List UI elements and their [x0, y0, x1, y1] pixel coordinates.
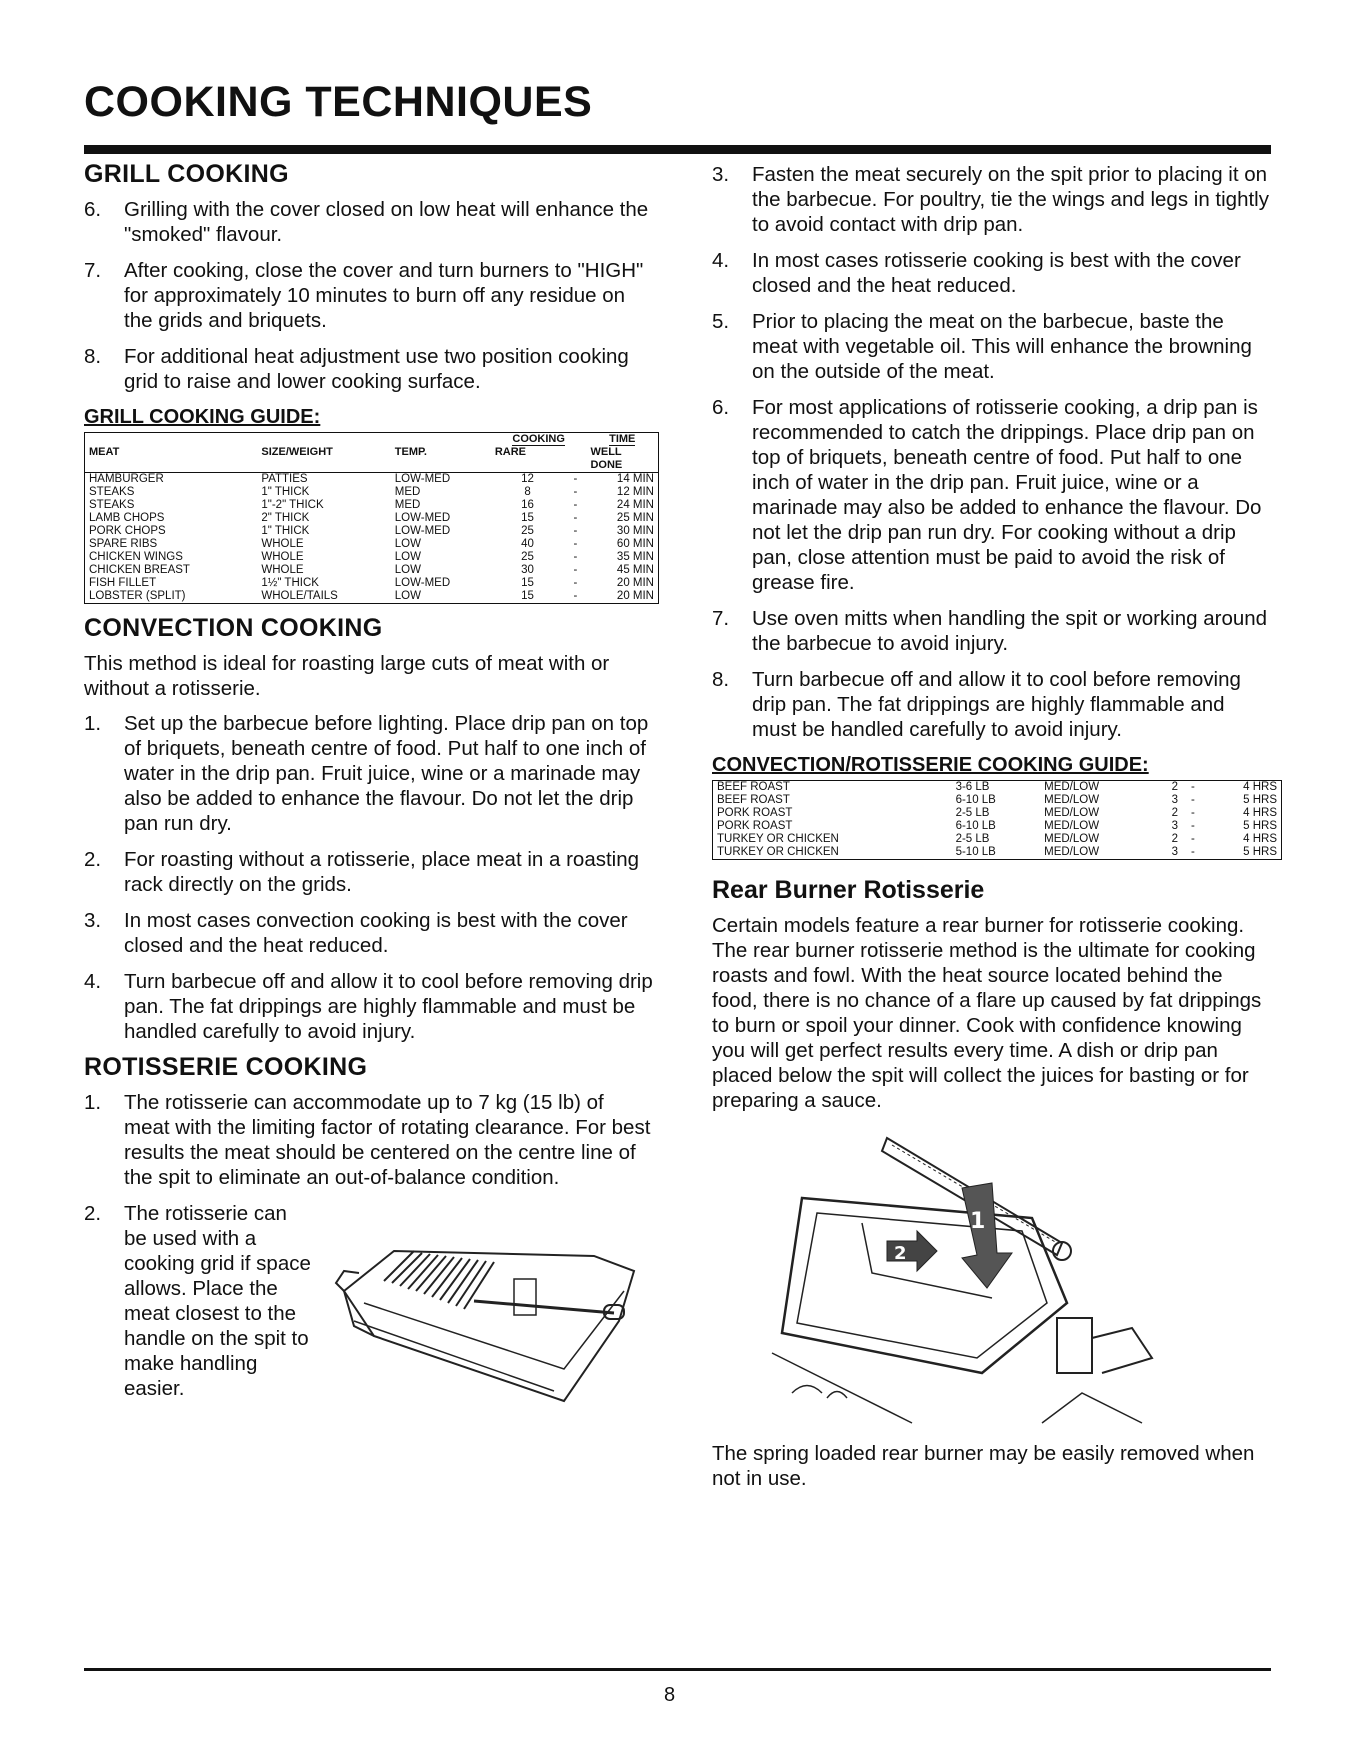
- table-cell-dash: -: [1190, 781, 1195, 793]
- list-text: For roasting without a rotisserie, place meat in a roasting rack directly on the grids.: [124, 848, 640, 896]
- table-cell-temp: MED/LOW: [1044, 794, 1100, 806]
- list-item: [712, 309, 1272, 384]
- rotisserie-grill-illustration: [314, 1201, 644, 1416]
- title-rule: [84, 145, 1271, 154]
- list-number: 3.: [84, 909, 102, 932]
- table-cell-well: 35 MIN: [616, 551, 654, 563]
- table-cell-rare: 16: [521, 499, 534, 511]
- table-cell-temp: LOW-MED: [394, 577, 451, 589]
- table-cell-min: 2: [1171, 807, 1179, 819]
- list-number: 8.: [84, 345, 102, 368]
- figure-label-1: 1: [970, 1209, 986, 1234]
- table-cell-dash: -: [573, 512, 578, 524]
- list-text: Grilling with the cover closed on low heat will enhance the "smoked" flavour.: [124, 198, 649, 246]
- table-cell-meat: CHICKEN BREAST: [89, 564, 190, 576]
- table-cell-meat: BEEF ROAST: [717, 794, 790, 806]
- table-cell-meat: STEAKS: [89, 499, 135, 511]
- table-cell-dash: -: [1190, 794, 1195, 806]
- list-item: [84, 197, 654, 247]
- right-column: [712, 162, 1277, 1501]
- list-text: Turn barbecue off and allow it to cool before removing drip pan. The fat drippings are highly flammable and must be handled carefully to avoid injury.: [752, 668, 1241, 741]
- table-cell-dash: -: [573, 525, 578, 537]
- table-cell-rare: 8: [524, 486, 531, 498]
- table-cell-meat: LOBSTER (SPLIT): [89, 590, 186, 602]
- table-row: [85, 551, 659, 564]
- table-cell-temp: LOW: [394, 590, 421, 602]
- table-row: [85, 590, 659, 604]
- list-text: Fasten the meat securely on the spit prior to placing it on the barbecue. For poultry, tie the wings and legs in tightly to avoid contact with drip pan.: [752, 163, 1269, 236]
- list-text: In most cases convection cooking is best with the cover closed and the heat reduced.: [124, 909, 628, 957]
- page-number: 8: [664, 1684, 676, 1706]
- list-item: [84, 258, 654, 333]
- list-item: [84, 847, 654, 897]
- list-item: [84, 711, 654, 836]
- table-cell-rare: 15: [521, 512, 534, 524]
- table-cell-dash: -: [1190, 846, 1195, 858]
- table-row: [713, 820, 1282, 833]
- table-cell-well: 20 MIN: [616, 577, 654, 589]
- table-cell-max: 5 HRS: [1243, 846, 1277, 858]
- convection-heading: CONVECTION COOKING: [84, 614, 383, 642]
- table-cell-temp: LOW-MED: [394, 512, 451, 524]
- list-item: 2. The rotisserie can be used with a cooking grid if space allows. Place the meat closest to the handle on the spit to make handling easier.: [84, 1202, 311, 1400]
- col-rare: RARE: [494, 446, 527, 458]
- table-cell-size: 1" THICK: [261, 486, 310, 498]
- table-cell-temp: MED/LOW: [1044, 846, 1100, 858]
- table-cell-size: 2" THICK: [261, 512, 310, 524]
- list-item: 1. The rotisserie can accommodate up to 7 kg (15 lb) of meat with the limiting factor of rotating clearance. For best results the meat should be centered on the centre line of the spit to eliminate an out-of-balance condition.: [84, 1091, 651, 1189]
- table-cell-well: 25 MIN: [616, 512, 654, 524]
- table-cell-well: 60 MIN: [616, 538, 654, 550]
- table-cell-dash: -: [573, 473, 578, 485]
- table-cell-temp: LOW: [394, 564, 421, 576]
- table-cell-meat: SPARE RIBS: [89, 538, 158, 550]
- table-cell-size: PATTIES: [261, 473, 308, 485]
- table-cell-temp: MED: [394, 499, 421, 511]
- list-item: [712, 162, 1272, 237]
- grill-guide-title: GRILL COOKING GUIDE:: [84, 406, 321, 428]
- table-cell-temp: MED/LOW: [1044, 781, 1100, 793]
- list-item: [712, 667, 1272, 742]
- table-cell-size: 1" THICK: [261, 525, 310, 537]
- list-number: 4.: [84, 970, 102, 993]
- table-cell-temp: LOW-MED: [394, 525, 451, 537]
- table-cell-meat: PORK CHOPS: [89, 525, 166, 537]
- table-cell-size: WHOLE: [261, 551, 304, 563]
- col-temp: TEMP.: [394, 446, 427, 458]
- footer-rule: [84, 1668, 1271, 1671]
- table-cell-temp: MED/LOW: [1044, 820, 1100, 832]
- table-cell-well: 45 MIN: [616, 564, 654, 576]
- convection-list: [84, 711, 654, 1044]
- col-well: WELL: [590, 446, 622, 458]
- table-cell-size: 5-10 LB: [955, 846, 996, 858]
- table-cell-rare: 40: [521, 538, 534, 550]
- table-cell-max: 4 HRS: [1243, 833, 1277, 845]
- conv-rot-guide-table: [712, 780, 1282, 860]
- col-meat: MEAT: [89, 446, 120, 458]
- rear-burner-heading: Rear Burner Rotisserie: [712, 876, 985, 904]
- figure-label-2: 2: [894, 1243, 907, 1264]
- table-row: [85, 486, 659, 499]
- table-cell-meat: CHICKEN WINGS: [89, 551, 183, 563]
- table-cell-dash: -: [573, 538, 578, 550]
- table-cell-min: 2: [1171, 833, 1179, 845]
- table-cell-meat: LAMB CHOPS: [89, 512, 165, 524]
- table-cell-max: 4 HRS: [1243, 807, 1277, 819]
- table-cell-max: 5 HRS: [1243, 794, 1277, 806]
- list-item: [84, 344, 654, 394]
- table-cell-meat: FISH FILLET: [89, 577, 157, 589]
- table-cell-size: 3-6 LB: [955, 781, 990, 793]
- col-done: DONE: [586, 459, 658, 473]
- table-cell-meat: STEAKS: [89, 486, 135, 498]
- table-cell-size: 1"-2" THICK: [261, 499, 324, 511]
- grill-list: [84, 197, 654, 394]
- table-cell-temp: LOW: [394, 538, 421, 550]
- table-cell-dash: -: [573, 577, 578, 589]
- table-cell-rare: 30: [521, 564, 534, 576]
- rear-burner-text: Certain models feature a rear burner for rotisserie cooking. The rear burner rotisserie method is the ultimate for cooking roasts and fowl. With the heat source located behind the food, there is no chance of a flare up caused by fat drippings to burn or spoil your dinner. Cook with confidence knowing you will get perfect results every time. A dish or drip pan placed below the spit will collect the juices for basting or for preparing a sauce.: [712, 914, 1262, 1112]
- table-cell-meat: HAMBURGER: [89, 473, 164, 485]
- table-cell-temp: MED/LOW: [1044, 807, 1100, 819]
- table-row: [85, 564, 659, 577]
- list-number: 7.: [712, 607, 730, 630]
- table-cell-size: 6-10 LB: [955, 820, 996, 832]
- table-cell-well: 20 MIN: [616, 590, 654, 602]
- table-cell-well: 14 MIN: [616, 473, 654, 485]
- convection-intro: This method is ideal for roasting large cuts of meat with or without a rotisserie.: [84, 652, 610, 700]
- table-cell-temp: LOW-MED: [394, 473, 451, 485]
- grill-guide-table: [84, 432, 659, 604]
- left-column: [84, 162, 654, 1416]
- table-cell-size: WHOLE/TAILS: [261, 590, 338, 602]
- list-text: Use oven mitts when handling the spit or working around the barbecue to avoid injury.: [752, 607, 1268, 655]
- list-number: 5.: [712, 310, 730, 333]
- table-cell-meat: PORK ROAST: [717, 807, 793, 819]
- list-text: After cooking, close the cover and turn burners to "HIGH" for approximately 10 minutes to burn off any residue on the grids and briquets.: [124, 259, 644, 332]
- list-text: For most applications of rotisserie cooking, a drip pan is recommended to catch the drippings. Place drip pan on top of briquets, beneath centre of food. Put half to one inch of water in the drip pan. Fruit juice, wine or a marinade may also be added to enhance the flavour. Do not let the drip pan run dry. For cooking without a drip pan, close attention must be paid to avoid the risk of grease fire.: [752, 396, 1262, 594]
- table-row: [713, 833, 1282, 846]
- list-number: 3.: [712, 163, 730, 186]
- table-cell-size: WHOLE: [261, 538, 304, 550]
- list-text: In most cases rotisserie cooking is best with the cover closed and the heat reduced.: [752, 249, 1241, 297]
- table-row: [713, 807, 1282, 820]
- table-cell-temp: MED: [394, 486, 421, 498]
- list-item: [712, 606, 1272, 656]
- table-row: [713, 781, 1282, 795]
- list-number: 8.: [712, 668, 730, 691]
- page-title: COOKING TECHNIQUES: [84, 78, 593, 126]
- table-row: [85, 473, 659, 487]
- rotisserie-heading: ROTISSERIE COOKING: [84, 1053, 368, 1081]
- table-cell-meat: BEEF ROAST: [717, 781, 790, 793]
- grill-heading: GRILL COOKING: [84, 160, 289, 188]
- table-cell-max: 5 HRS: [1243, 820, 1277, 832]
- table-cell-dash: -: [573, 486, 578, 498]
- table-cell-size: 2-5 LB: [955, 807, 990, 819]
- table-cell-rare: 15: [521, 590, 534, 602]
- list-number: 6.: [84, 198, 102, 221]
- table-cell-dash: -: [573, 590, 578, 602]
- table-row: [85, 525, 659, 538]
- table-cell-size: WHOLE: [261, 564, 304, 576]
- col-cooking: COOKING: [512, 433, 565, 445]
- table-cell-dash: -: [573, 564, 578, 576]
- list-text: For additional heat adjustment use two position cooking grid to raise and lower cooking surface.: [124, 345, 629, 393]
- table-cell-meat: PORK ROAST: [717, 820, 793, 832]
- table-cell-dash: -: [1190, 833, 1195, 845]
- list-text: Prior to placing the meat on the barbecue, baste the meat with vegetable oil. This will enhance the browning on the outside of the meat.: [752, 310, 1252, 383]
- rotisserie-list-continued: [712, 162, 1272, 742]
- table-cell-min: 3: [1171, 846, 1179, 858]
- table-cell-dash: -: [573, 499, 578, 511]
- table-cell-min: 3: [1171, 820, 1179, 832]
- table-row: [713, 794, 1282, 807]
- list-number: 7.: [84, 259, 102, 282]
- table-row: [85, 512, 659, 525]
- table-cell-well: 30 MIN: [616, 525, 654, 537]
- rear-burner-caption: The spring loaded rear burner may be easily removed when not in use.: [712, 1442, 1255, 1490]
- list-number: 2.: [84, 848, 102, 871]
- table-row: [85, 538, 659, 551]
- table-cell-rare: 25: [521, 551, 534, 563]
- list-number: 4.: [712, 249, 730, 272]
- table-row: [713, 846, 1282, 860]
- list-number: 1.: [84, 712, 102, 735]
- table-cell-dash: -: [1190, 820, 1195, 832]
- table-cell-temp: MED/LOW: [1044, 833, 1100, 845]
- list-text: Set up the barbecue before lighting. Place drip pan on top of briquets, beneath centre of food. Put half to one inch of water in the drip pan. Fruit juice, wine or a marinade may also be added to enhance the flavour. Do not let the drip pan run dry.: [124, 712, 649, 835]
- conv-rot-guide-title: CONVECTION/ROTISSERIE COOKING GUIDE:: [712, 754, 1149, 776]
- table-cell-well: 12 MIN: [616, 486, 654, 498]
- table-row: [85, 499, 659, 512]
- table-row: [85, 577, 659, 590]
- list-text: Turn barbecue off and allow it to cool before removing drip pan. The fat drippings are highly flammable and must be handled carefully to avoid injury.: [124, 970, 653, 1043]
- table-cell-min: 3: [1171, 794, 1179, 806]
- list-item: [84, 969, 654, 1044]
- table-cell-min: 2: [1171, 781, 1179, 793]
- table-cell-meat: TURKEY OR CHICKEN: [717, 833, 839, 845]
- table-cell-dash: -: [1190, 807, 1195, 819]
- list-item: [84, 908, 654, 958]
- list-item: [712, 248, 1272, 298]
- table-cell-size: 6-10 LB: [955, 794, 996, 806]
- col-size: SIZE/WEIGHT: [261, 446, 333, 458]
- table-cell-temp: LOW: [394, 551, 421, 563]
- table-cell-size: 2-5 LB: [955, 833, 990, 845]
- rear-burner-illustration: [712, 1123, 1172, 1433]
- table-cell-rare: 25: [521, 525, 534, 537]
- table-cell-well: 24 MIN: [616, 499, 654, 511]
- list-number: 6.: [712, 396, 730, 419]
- table-cell-rare: 15: [521, 577, 534, 589]
- table-cell-meat: TURKEY OR CHICKEN: [717, 846, 839, 858]
- table-cell-dash: -: [573, 551, 578, 563]
- table-cell-max: 4 HRS: [1243, 781, 1277, 793]
- table-cell-rare: 12: [521, 473, 534, 485]
- list-item: [712, 395, 1272, 595]
- col-time: TIME: [609, 433, 636, 445]
- table-cell-size: 1½" THICK: [261, 577, 319, 589]
